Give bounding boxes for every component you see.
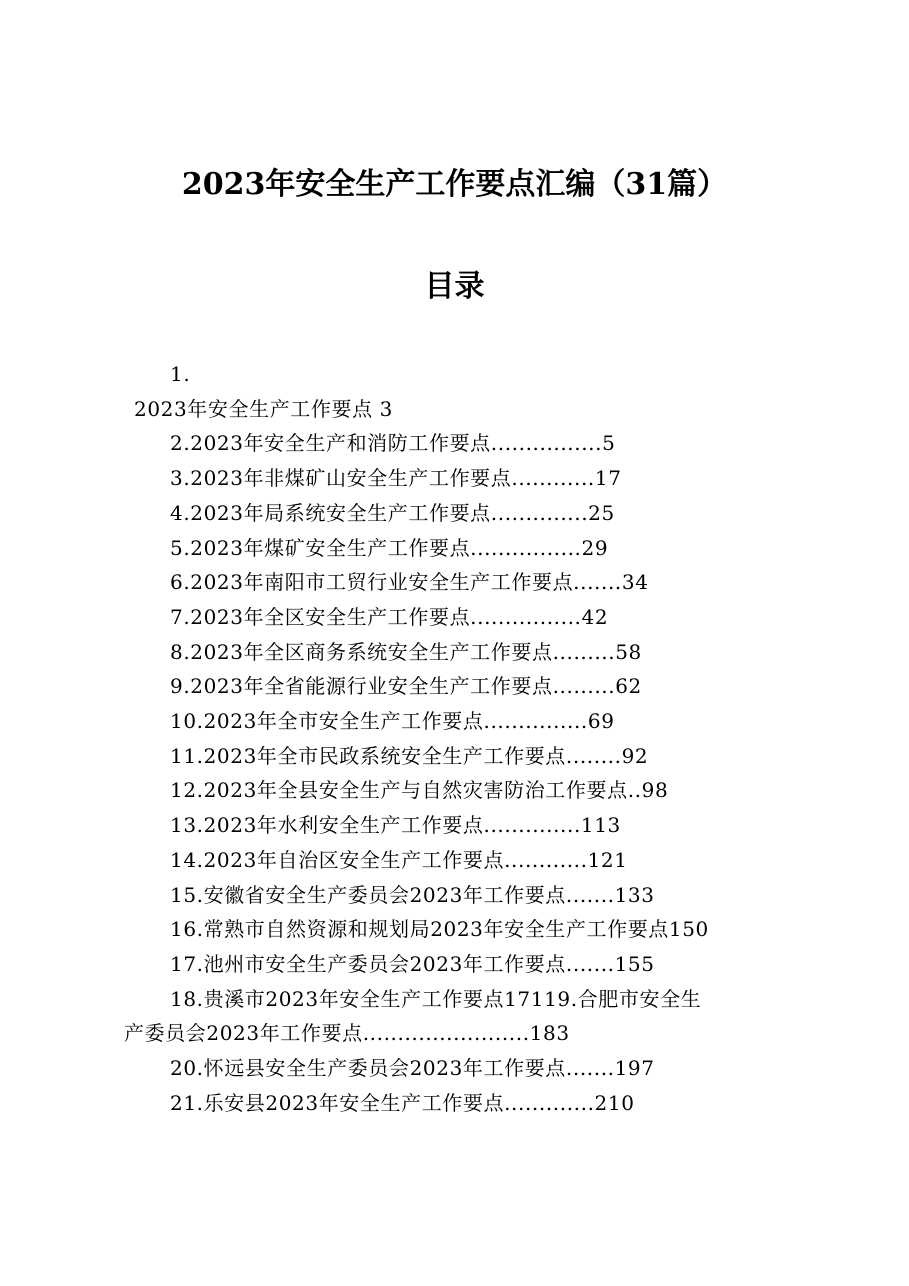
- toc-entry-1-title: 2023年安全生产工作要点 3: [134, 396, 393, 421]
- toc-entry: 18.贵溪市2023年安全生产工作要点17119.合肥市安全生: [170, 986, 702, 1011]
- toc-entry: 14.2023年自治区安全生产工作要点............121: [170, 847, 628, 872]
- toc-entry: 3.2023年非煤矿山安全生产工作要点............17: [170, 466, 622, 491]
- toc-entry: 13.2023年水利安全生产工作要点..............113: [170, 813, 621, 838]
- table-of-contents: [124, 357, 764, 1120]
- toc-entry-1-number: 1.: [170, 362, 191, 386]
- toc-entry: 10.2023年全市安全生产工作要点...............69: [170, 709, 615, 734]
- toc-heading: 目录: [424, 269, 485, 304]
- toc-entry: 15.安徽省安全生产委员会2023年工作要点.......133: [170, 882, 655, 907]
- toc-entry: 2.2023年安全生产和消防工作要点................5: [170, 431, 616, 456]
- toc-entry: 21.乐安县2023年安全生产工作要点.............210: [170, 1090, 635, 1115]
- toc-entry: 5.2023年煤矿安全生产工作要点................29: [170, 535, 609, 560]
- document-title: 2023年安全生产工作要点汇编（31篇）: [181, 167, 728, 202]
- toc-entry: 12.2023年全县安全生产与自然灾害防治工作要点..98: [170, 778, 669, 803]
- toc-entry: 17.池州市安全生产委员会2023年工作要点.......155: [170, 951, 655, 976]
- toc-entry: 7.2023年全区安全生产工作要点................42: [170, 604, 609, 629]
- toc-entry-wrap: 产委员会2023年工作要点........................183: [124, 1021, 570, 1046]
- toc-entry: 4.2023年局系统安全生产工作要点..............25: [170, 500, 615, 525]
- toc-entry: 9.2023年全省能源行业安全生产工作要点.........62: [170, 674, 642, 699]
- toc-entry: 20.怀远县安全生产委员会2023年工作要点.......197: [170, 1056, 655, 1081]
- toc-entry: 8.2023年全区商务系统安全生产工作要点.........58: [170, 639, 642, 664]
- toc-entry: 11.2023年全市民政系统安全生产工作要点........92: [170, 743, 649, 768]
- toc-entry: 16.常熟市自然资源和规划局2023年安全生产工作要点150: [170, 917, 709, 942]
- toc-entry: 6.2023年南阳市工贸行业安全生产工作要点.......34: [170, 570, 649, 595]
